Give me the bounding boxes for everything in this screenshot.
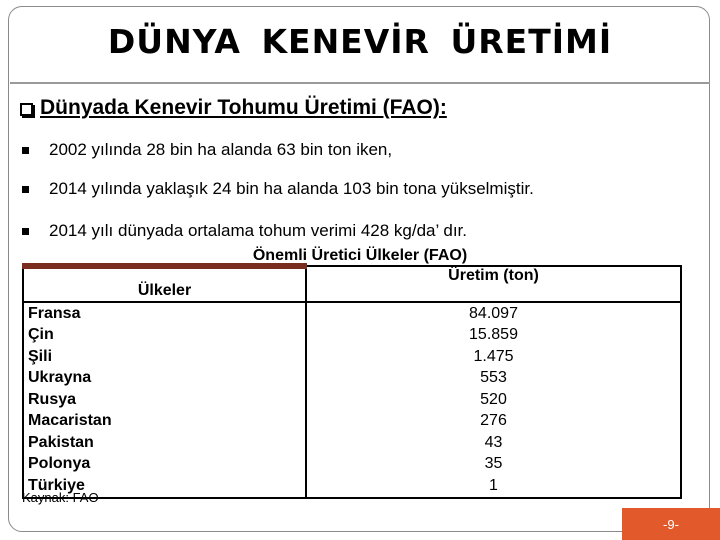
country-cell: Polonya [23,454,306,476]
production-table [22,263,682,499]
table-header-row [23,266,681,302]
section-heading [20,96,447,120]
production-cell: 35 [306,454,681,476]
page-number: -9- [663,516,679,532]
table-row [23,346,681,368]
country-cell: Fransa [23,302,306,325]
country-cell: Pakistan [23,432,306,454]
production-cell: 84.097 [306,302,681,325]
bullet-text: 2014 yılında yaklaşık 24 bin ha alanda 103 bin tona yükselmiştir. [49,179,534,198]
source-note: Kaynak: FAO [22,490,99,505]
table-row [23,475,681,498]
bullet-item [22,221,467,241]
production-cell: 15.859 [306,325,681,347]
table-row [23,411,681,433]
bullet-item [22,179,534,199]
column-header-production: Üretim (ton) [306,266,681,302]
square-bullet-icon [22,186,29,193]
table-row [23,454,681,476]
production-cell: 43 [306,432,681,454]
table-row [23,325,681,347]
production-cell: 1 [306,475,681,498]
page-number-box [622,508,720,540]
country-cell: Rusya [23,389,306,411]
table-caption: Önemli Üretici Ülkeler (FAO) [252,247,468,264]
checkbox-bullet-icon [20,103,33,116]
production-cell: 553 [306,368,681,390]
table-row [23,432,681,454]
country-cell: Macaristan [23,411,306,433]
production-cell: 520 [306,389,681,411]
column-header-countries: Ülkeler [23,266,306,302]
country-cell: Ukrayna [23,368,306,390]
table-row [23,302,681,325]
country-cell: Şili [23,346,306,368]
country-cell: Türkiye [23,475,306,498]
production-cell: 1.475 [306,346,681,368]
table-row [23,368,681,390]
square-bullet-icon [22,147,29,154]
production-cell: 276 [306,411,681,433]
country-cell: Çin [23,325,306,347]
slide-title: DÜNYA KENEVİR ÜRETİMİ [107,22,613,61]
bullet-text: 2002 yılında 28 bin ha alanda 63 bin ton iken, [49,140,393,159]
bullet-text: 2014 yılı dünyada ortalama tohum verimi 428 kg/da’ dır. [49,221,467,240]
title-divider [10,82,710,84]
square-bullet-icon [22,228,29,235]
bullet-item [22,140,392,160]
section-heading-text: Dünyada Kenevir Tohumu Üretimi (FAO): [40,96,447,119]
table-row [23,389,681,411]
